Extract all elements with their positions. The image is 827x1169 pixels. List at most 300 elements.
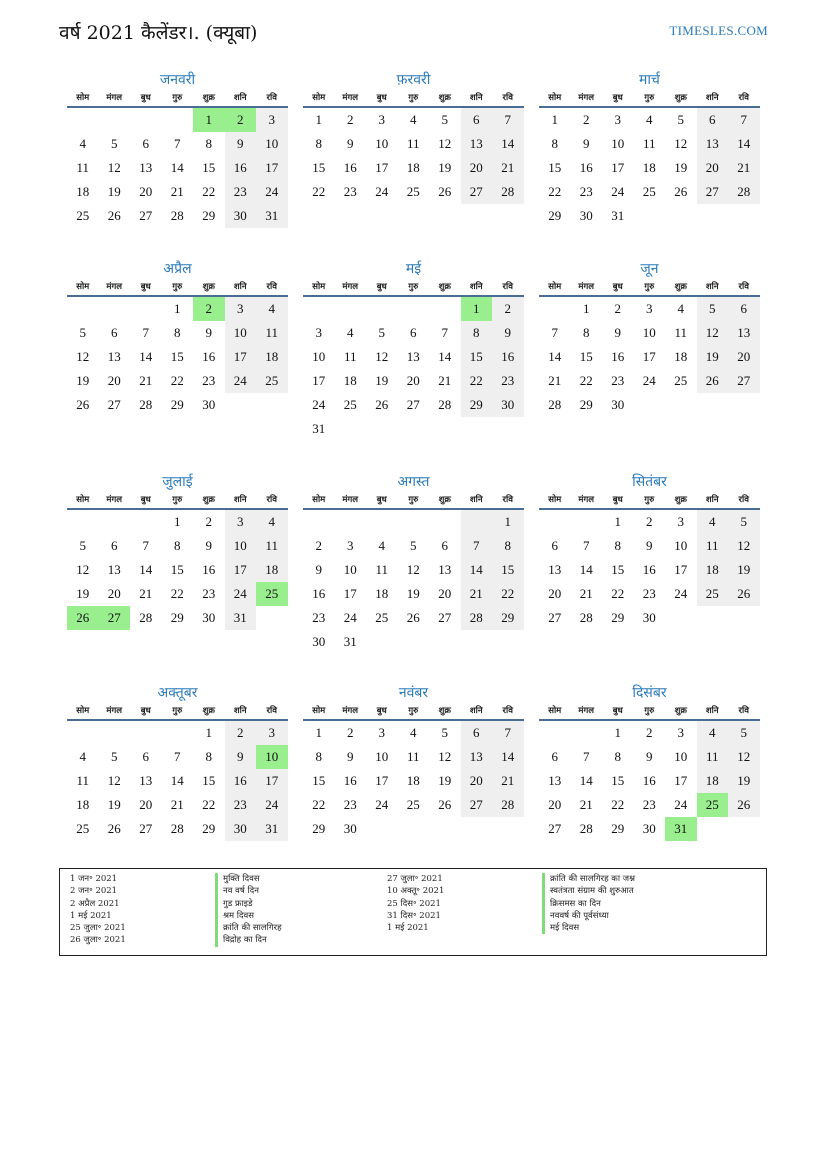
- day-cell: 7: [142, 325, 149, 340]
- empty-day-cell: [398, 817, 430, 841]
- weekday-label: मंगल: [578, 93, 595, 103]
- month-calendar: [539, 70, 760, 228]
- day-cell: 3: [347, 538, 354, 553]
- day-cell: 13: [139, 160, 153, 175]
- weekday-label: शनि: [233, 495, 247, 505]
- day-cell: 20: [461, 769, 493, 793]
- weekday-label: रवि: [738, 495, 749, 505]
- day-cell: 13: [107, 349, 121, 364]
- weekday-header: [303, 279, 524, 297]
- week-row: [303, 321, 524, 345]
- day-cell: 28: [579, 821, 593, 836]
- week-row: [539, 132, 760, 156]
- day-cell: 8: [551, 136, 558, 151]
- legend-date: 25 जुला॰ 2021: [70, 923, 126, 934]
- weekday-label: मंगल: [578, 495, 595, 505]
- day-cell: 14: [461, 558, 493, 582]
- day-cell: 30: [202, 397, 216, 412]
- day-cell: 19: [406, 586, 420, 601]
- day-cell: 31: [225, 606, 257, 630]
- day-cell: 4: [378, 538, 385, 553]
- day-cell: 26: [438, 797, 452, 812]
- day-cell: 7: [174, 136, 181, 151]
- weekday-label: शुक्र: [438, 282, 451, 292]
- day-cell: 10: [225, 534, 257, 558]
- day-cell: 3: [256, 721, 288, 745]
- weekday-header: [67, 703, 288, 721]
- weekday-label: शुक्र: [202, 495, 215, 505]
- day-cell: 16: [202, 349, 216, 364]
- month-name: अक्तूबर: [157, 685, 198, 701]
- day-cell: 9: [205, 538, 212, 553]
- week-row: [303, 132, 524, 156]
- week-row: [303, 769, 524, 793]
- day-cell: 24: [225, 582, 257, 606]
- day-cell: 5: [79, 325, 86, 340]
- day-cell: 10: [256, 132, 288, 156]
- day-cell: 8: [205, 136, 212, 151]
- week-row: [303, 793, 524, 817]
- day-cell: 4: [677, 301, 684, 316]
- legend-holiday-name: नव वर्ष दिन: [215, 885, 282, 897]
- day-cell: 10: [225, 321, 257, 345]
- weekday-label: गुरु: [408, 495, 419, 505]
- week-row: [539, 345, 760, 369]
- day-cell: 11: [256, 321, 288, 345]
- page-title: वर्ष 2021 कैलेंडर।. (क्यूबा): [59, 22, 258, 44]
- month-calendar: [303, 259, 524, 441]
- weekday-label: रवि: [502, 93, 513, 103]
- weekday-label: रवि: [266, 93, 277, 103]
- day-cell: 9: [205, 325, 212, 340]
- day-cell: 18: [406, 160, 420, 175]
- day-cell: 21: [492, 769, 524, 793]
- day-cell: 30: [202, 610, 216, 625]
- weekday-label: शुक्र: [674, 706, 687, 716]
- site-link[interactable]: TIMESLES.COM: [669, 23, 768, 38]
- holiday-day-cell: 26: [67, 606, 99, 630]
- day-cell: 10: [642, 325, 656, 340]
- day-cell: 9: [646, 749, 653, 764]
- day-cell: 1: [315, 725, 322, 740]
- day-cell: 20: [461, 156, 493, 180]
- day-cell: 14: [170, 773, 184, 788]
- legend-date: 10 अक्तू॰ 2021: [387, 886, 445, 897]
- day-cell: 21: [728, 156, 760, 180]
- day-cell: 31: [256, 817, 288, 841]
- day-cell: 31: [343, 634, 357, 649]
- day-cell: 1: [174, 301, 181, 316]
- day-cell: 26: [438, 184, 452, 199]
- weekday-label: बुध: [140, 282, 151, 292]
- day-cell: 30: [611, 397, 625, 412]
- empty-day-cell: [429, 417, 461, 441]
- weekday-label: शुक्र: [202, 282, 215, 292]
- weekday-header: [303, 90, 524, 108]
- day-cell: 28: [139, 397, 153, 412]
- weekday-label: बुध: [612, 706, 623, 716]
- holiday-day-cell: 10: [256, 745, 288, 769]
- week-row: [67, 534, 288, 558]
- weekday-label: शनि: [705, 93, 719, 103]
- day-cell: 16: [225, 156, 257, 180]
- weekday-label: मंगल: [342, 495, 359, 505]
- month-calendar: [539, 683, 760, 841]
- weekday-label: गुरु: [644, 93, 655, 103]
- empty-day-cell: [99, 721, 131, 745]
- day-cell: 1: [583, 301, 590, 316]
- day-cell: 22: [170, 586, 184, 601]
- legend-date: 27 जुला॰ 2021: [387, 874, 443, 884]
- day-cell: 20: [139, 184, 153, 199]
- day-cell: 7: [492, 108, 524, 132]
- empty-day-cell: [461, 417, 493, 441]
- day-cell: 24: [674, 797, 688, 812]
- day-cell: 16: [343, 773, 357, 788]
- legend-holiday-name: नववर्ष की पूर्वसंध्या: [542, 910, 635, 922]
- weekday-header: [539, 90, 760, 108]
- day-cell: 14: [170, 160, 184, 175]
- empty-day-cell: [67, 721, 99, 745]
- day-cell: 9: [315, 562, 322, 577]
- weekday-label: शनि: [469, 706, 483, 716]
- week-row: [67, 817, 288, 841]
- holiday-day-cell: 2: [193, 297, 225, 321]
- day-cell: 28: [438, 397, 452, 412]
- day-cell: 5: [79, 538, 86, 553]
- day-cell: 29: [611, 610, 625, 625]
- day-cell: 27: [697, 180, 729, 204]
- week-row: [539, 297, 760, 321]
- day-cell: 22: [461, 369, 493, 393]
- day-cell: 12: [107, 160, 121, 175]
- day-cell: 6: [410, 325, 417, 340]
- day-cell: 13: [461, 132, 493, 156]
- weekday-label: शनि: [705, 282, 719, 292]
- day-cell: 24: [343, 610, 357, 625]
- day-cell: 29: [202, 208, 216, 223]
- holiday-legend: [59, 868, 767, 956]
- day-cell: 26: [674, 184, 688, 199]
- day-cell: 15: [202, 773, 216, 788]
- day-cell: 2: [492, 297, 524, 321]
- week-row: [67, 393, 288, 417]
- empty-day-cell: [634, 393, 666, 417]
- day-cell: 19: [674, 160, 688, 175]
- day-cell: 22: [202, 184, 216, 199]
- month-name: अप्रैल: [163, 261, 192, 277]
- day-cell: 13: [548, 562, 562, 577]
- day-cell: 23: [611, 373, 625, 388]
- day-cell: 10: [375, 749, 389, 764]
- empty-day-cell: [130, 297, 162, 321]
- weekday-label: मंगल: [342, 706, 359, 716]
- week-row: [539, 393, 760, 417]
- day-cell: 15: [492, 558, 524, 582]
- weekday-label: शुक्र: [438, 495, 451, 505]
- legend-date: 1 मई 2021: [387, 923, 429, 934]
- month-calendar: [303, 70, 524, 204]
- empty-day-cell: [728, 204, 760, 228]
- day-cell: 2: [225, 721, 257, 745]
- week-row: [67, 345, 288, 369]
- day-cell: 18: [256, 558, 288, 582]
- day-cell: 8: [614, 749, 621, 764]
- day-cell: 8: [174, 325, 181, 340]
- day-cell: 14: [548, 349, 562, 364]
- day-cell: 26: [375, 397, 389, 412]
- week-row: [539, 156, 760, 180]
- day-cell: 17: [674, 562, 688, 577]
- empty-day-cell: [539, 297, 571, 321]
- weekday-label: सोम: [76, 282, 90, 292]
- week-row: [67, 510, 288, 534]
- week-row: [539, 369, 760, 393]
- day-cell: 23: [225, 793, 257, 817]
- day-cell: 25: [76, 208, 90, 223]
- empty-day-cell: [461, 510, 493, 534]
- day-cell: 6: [551, 749, 558, 764]
- day-cell: 12: [107, 773, 121, 788]
- weekday-label: सोम: [312, 282, 326, 292]
- day-cell: 4: [347, 325, 354, 340]
- empty-day-cell: [130, 721, 162, 745]
- day-cell: 30: [642, 821, 656, 836]
- day-cell: 20: [107, 586, 121, 601]
- empty-day-cell: [303, 510, 335, 534]
- weekday-header: [539, 279, 760, 297]
- day-cell: 15: [548, 160, 562, 175]
- legend-holiday-name: मुक्ति दिवस: [215, 873, 282, 885]
- day-cell: 20: [438, 586, 452, 601]
- day-cell: 3: [677, 514, 684, 529]
- day-cell: 19: [76, 373, 90, 388]
- empty-day-cell: [398, 510, 430, 534]
- day-cell: 3: [378, 112, 385, 127]
- empty-day-cell: [335, 417, 367, 441]
- day-cell: 27: [728, 369, 760, 393]
- week-row: [67, 180, 288, 204]
- weekday-label: मंगल: [578, 282, 595, 292]
- week-row: [303, 369, 524, 393]
- day-cell: 15: [202, 160, 216, 175]
- day-cell: 6: [461, 721, 493, 745]
- week-row: [67, 297, 288, 321]
- day-cell: 28: [170, 821, 184, 836]
- day-cell: 14: [492, 132, 524, 156]
- day-cell: 16: [202, 562, 216, 577]
- month-calendar: [67, 70, 288, 228]
- week-row: [303, 630, 524, 654]
- month-calendar: [539, 472, 760, 630]
- weekday-label: मंगल: [106, 282, 123, 292]
- empty-day-cell: [728, 606, 760, 630]
- day-cell: 17: [642, 349, 656, 364]
- week-row: [539, 108, 760, 132]
- weekday-label: शुक्र: [438, 93, 451, 103]
- day-cell: 25: [697, 582, 729, 606]
- week-row: [303, 817, 524, 841]
- day-cell: 8: [315, 749, 322, 764]
- week-row: [539, 180, 760, 204]
- day-cell: 11: [375, 562, 389, 577]
- day-cell: 21: [170, 797, 184, 812]
- legend-holiday-name: स्वतंत्रता संग्राम की शुरुआत: [542, 885, 635, 897]
- week-row: [303, 534, 524, 558]
- day-cell: 21: [579, 797, 593, 812]
- day-cell: 18: [76, 184, 90, 199]
- legend-holiday-name: क्रिसमस का दिन: [542, 898, 635, 910]
- month-name: दिसंबर: [632, 685, 667, 701]
- day-cell: 7: [728, 108, 760, 132]
- day-cell: 5: [697, 297, 729, 321]
- day-cell: 2: [347, 725, 354, 740]
- weekday-label: बुध: [376, 282, 387, 292]
- day-cell: 21: [139, 373, 153, 388]
- day-cell: 9: [614, 325, 621, 340]
- day-cell: 26: [76, 397, 90, 412]
- day-cell: 17: [256, 769, 288, 793]
- day-cell: 15: [312, 160, 326, 175]
- day-cell: 19: [438, 160, 452, 175]
- weekday-label: रवि: [738, 93, 749, 103]
- weekday-header: [67, 279, 288, 297]
- day-cell: 22: [579, 373, 593, 388]
- day-cell: 12: [76, 562, 90, 577]
- day-cell: 18: [406, 773, 420, 788]
- empty-day-cell: [665, 606, 697, 630]
- weekday-label: सोम: [548, 495, 562, 505]
- day-cell: 8: [492, 534, 524, 558]
- weekday-label: गुरु: [408, 282, 419, 292]
- day-cell: 11: [343, 349, 357, 364]
- week-row: [67, 745, 288, 769]
- weekday-label: बुध: [376, 93, 387, 103]
- weekday-label: बुध: [612, 93, 623, 103]
- day-cell: 25: [76, 821, 90, 836]
- weekday-label: मंगल: [106, 93, 123, 103]
- week-row: [67, 558, 288, 582]
- legend-date: 25 दिस॰ 2021: [387, 898, 441, 909]
- day-cell: 27: [461, 793, 493, 817]
- day-cell: 1: [205, 725, 212, 740]
- empty-day-cell: [366, 417, 398, 441]
- day-cell: 6: [142, 136, 149, 151]
- week-row: [303, 108, 524, 132]
- day-cell: 28: [139, 610, 153, 625]
- day-cell: 19: [76, 586, 90, 601]
- week-row: [67, 721, 288, 745]
- weekday-label: गुरु: [408, 706, 419, 716]
- day-cell: 4: [79, 136, 86, 151]
- weekday-label: शुक्र: [438, 706, 451, 716]
- day-cell: 22: [611, 586, 625, 601]
- weekday-label: रवि: [738, 706, 749, 716]
- day-cell: 5: [728, 510, 760, 534]
- week-row: [67, 132, 288, 156]
- holiday-day-cell: 1: [193, 108, 225, 132]
- week-row: [539, 606, 760, 630]
- day-cell: 4: [646, 112, 653, 127]
- weekday-label: सोम: [312, 495, 326, 505]
- empty-day-cell: [99, 108, 131, 132]
- day-cell: 14: [492, 745, 524, 769]
- day-cell: 10: [674, 538, 688, 553]
- weekday-label: सोम: [76, 706, 90, 716]
- weekday-label: शनि: [705, 706, 719, 716]
- day-cell: 24: [256, 180, 288, 204]
- day-cell: 15: [611, 562, 625, 577]
- empty-day-cell: [67, 108, 99, 132]
- day-cell: 15: [461, 345, 493, 369]
- day-cell: 16: [312, 586, 326, 601]
- week-row: [303, 510, 524, 534]
- empty-day-cell: [335, 510, 367, 534]
- day-cell: 13: [406, 349, 420, 364]
- day-cell: 4: [79, 749, 86, 764]
- weekday-label: सोम: [312, 706, 326, 716]
- legend-holiday-name: विद्रोह का दिन: [215, 934, 282, 946]
- day-cell: 27: [107, 397, 121, 412]
- day-cell: 17: [225, 345, 257, 369]
- empty-day-cell: [665, 204, 697, 228]
- weekday-label: सोम: [76, 93, 90, 103]
- day-cell: 23: [202, 586, 216, 601]
- day-cell: 27: [139, 208, 153, 223]
- week-row: [303, 297, 524, 321]
- day-cell: 21: [170, 184, 184, 199]
- day-cell: 18: [375, 586, 389, 601]
- week-row: [303, 558, 524, 582]
- day-cell: 11: [76, 160, 90, 175]
- day-cell: 27: [461, 180, 493, 204]
- day-cell: 1: [614, 725, 621, 740]
- day-cell: 1: [551, 112, 558, 127]
- weekday-header: [67, 492, 288, 510]
- weekday-label: सोम: [548, 93, 562, 103]
- day-cell: 25: [642, 184, 656, 199]
- empty-day-cell: [461, 817, 493, 841]
- week-row: [539, 510, 760, 534]
- day-cell: 7: [461, 534, 493, 558]
- month-calendar: [67, 472, 288, 630]
- day-cell: 15: [170, 562, 184, 577]
- day-cell: 13: [548, 773, 562, 788]
- legend-holiday-name: क्रांति की सालगिरह का जश्न: [542, 873, 635, 885]
- day-cell: 22: [492, 582, 524, 606]
- day-cell: 26: [728, 793, 760, 817]
- week-row: [303, 745, 524, 769]
- day-cell: 6: [728, 297, 760, 321]
- day-cell: 8: [205, 749, 212, 764]
- day-cell: 25: [406, 184, 420, 199]
- day-cell: 6: [111, 325, 118, 340]
- weekday-label: गुरु: [644, 706, 655, 716]
- day-cell: 5: [728, 721, 760, 745]
- day-cell: 29: [312, 821, 326, 836]
- day-cell: 23: [492, 369, 524, 393]
- day-cell: 6: [551, 538, 558, 553]
- day-cell: 23: [343, 797, 357, 812]
- day-cell: 29: [492, 606, 524, 630]
- day-cell: 13: [107, 562, 121, 577]
- day-cell: 24: [642, 373, 656, 388]
- day-cell: 23: [202, 373, 216, 388]
- holiday-day-cell: 25: [697, 793, 729, 817]
- day-cell: 16: [225, 769, 257, 793]
- weekday-label: शनि: [469, 495, 483, 505]
- weekday-label: शनि: [705, 495, 719, 505]
